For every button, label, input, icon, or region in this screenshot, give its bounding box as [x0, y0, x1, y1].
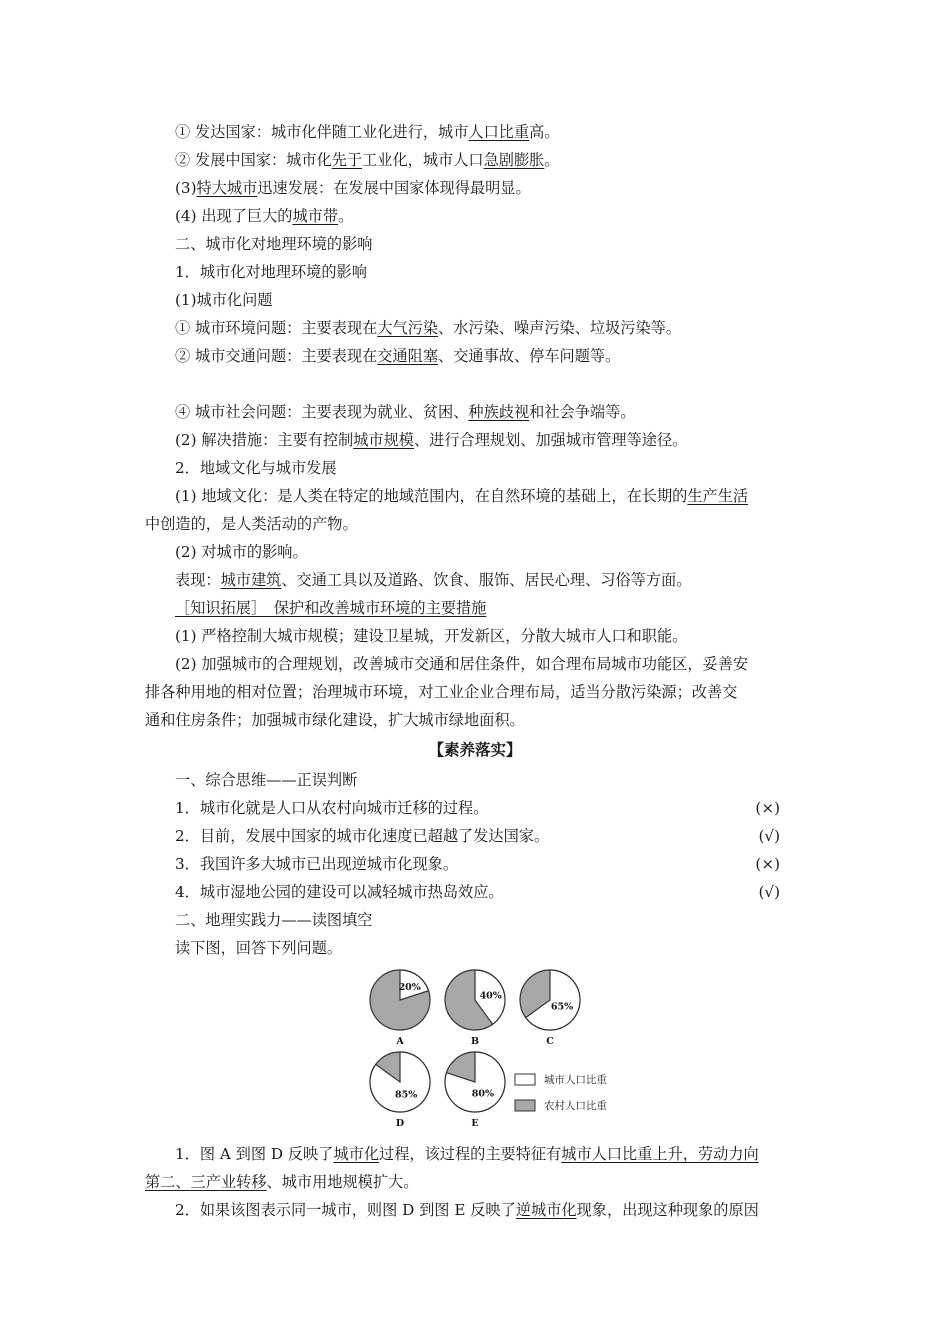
section-heading: 二、城市化对地理环境的影响 [175, 235, 373, 253]
text-line: (1) 严格控制大城市规模；建设卫星城，开发新区，分散大城市人口和职能。 [175, 627, 688, 645]
text-line: (4) 出现了巨大的城市带。 [175, 207, 354, 225]
text-line: ① 城市环境问题：主要表现在大气污染、水污染、噪声污染、垃圾污染等。 [175, 319, 682, 337]
pie-label: D [395, 1118, 405, 1129]
legend-swatch-rural [515, 1100, 535, 1111]
knowledge-extension-heading: ［知识拓展］ 保护和改善城市环境的主要措施 [175, 599, 487, 617]
text-line: ① 发达国家：城市化伴随工业化进行，城市人口比重高。 [175, 123, 560, 141]
pie-percent-label: 20% [398, 982, 421, 994]
text-line: ② 城市交通问题：主要表现在交通阻塞、交通事故、停车问题等。 [175, 347, 621, 365]
judgement-item: 4．城市湿地公园的建设可以减轻城市热岛效应。 (√) [175, 883, 780, 901]
pie-percent-label: 65% [550, 1001, 574, 1013]
judgement-mark: (√) [758, 827, 780, 845]
text-line: ② 发展中国家：城市化先于工业化，城市人口急剧膨胀。 [175, 151, 560, 169]
part-heading: 一、综合思维——正误判断 [175, 771, 358, 789]
judgement-mark: (×) [755, 855, 780, 873]
text-line: (1) 地域文化：是人类在特定的地域范围内，在自然环境的基础上，在长期的生产生活 [175, 487, 749, 505]
legend-label-rural: 农村人口比重 [544, 1100, 607, 1112]
pie-percent-label: 85% [394, 1089, 418, 1101]
judgement-item: 3．我国许多大城市已出现逆城市化现象。 (×) [175, 855, 780, 873]
text-line: 通和住房条件；加强城市绿化建设，扩大城市绿地面积。 [145, 711, 525, 729]
pie-percent-label: 80% [471, 1088, 495, 1100]
answer-line: 1．图 A 到图 D 反映了城市化过程，该过程的主要特征有城市人口比重上升，劳动力向 [175, 1145, 759, 1163]
text-line: (2) 解决措施：主要有控制城市规模、进行合理规划、加强城市管理等途径。 [175, 431, 688, 449]
sub-heading: 2．地域文化与城市发展 [175, 459, 337, 477]
pie-percent-label: 40% [479, 990, 502, 1002]
text-line: ④ 城市社会问题：主要表现为就业、贫困、种族歧视和社会争端等。 [175, 403, 636, 421]
pie-label: B [470, 1036, 480, 1047]
text-line: (2) 加强城市的合理规划，改善城市交通和居住条件，如合理布局城市功能区，妥善安 [175, 655, 749, 673]
pie-label: A [396, 1036, 404, 1047]
judgement-item: 1．城市化就是人口从农村向城市迁移的过程。 (×) [175, 799, 780, 817]
pie-label: C [546, 1036, 554, 1047]
pie-label: E [471, 1118, 479, 1129]
legend [515, 1073, 607, 1112]
text-line: 中创造的，是人类活动的产物。 [145, 515, 358, 533]
part-heading: 二、地理实践力——读图填空 [175, 911, 373, 929]
urbanization-pie-figure [360, 962, 640, 1132]
sub-heading: (1)城市化问题 [175, 291, 273, 309]
judgement-mark: (√) [758, 883, 780, 901]
answer-line: 第二、三产业转移、城市用地规模扩大。 [145, 1173, 419, 1191]
sub-heading: 1．城市化对地理环境的影响 [175, 263, 367, 281]
text-line: 表现：城市建筑、交通工具以及道路、饮食、服饰、居民心理、习俗等方面。 [175, 571, 692, 589]
judgement-item: 2．目前，发展中国家的城市化速度已超越了发达国家。 (√) [175, 827, 780, 845]
section-title: 【素养落实】 [428, 741, 522, 759]
instruction: 读下图，回答下列问题。 [175, 939, 343, 957]
text-line: (3)特大城市迅速发展：在发展中国家体现得最明显。 [175, 179, 531, 197]
legend-swatch-urban [515, 1074, 535, 1085]
text-line: 排各种用地的相对位置；治理城市环境，对工业企业合理布局，适当分散污染源；改善交 [145, 683, 738, 701]
legend-label-urban: 城市人口比重 [544, 1074, 607, 1086]
text-line: (2) 对城市的影响。 [175, 543, 308, 561]
judgement-mark: (×) [755, 799, 780, 817]
answer-line: 2．如果该图表示同一城市，则图 D 到图 E 反映了逆城市化现象，出现这种现象的原因 [175, 1201, 759, 1219]
